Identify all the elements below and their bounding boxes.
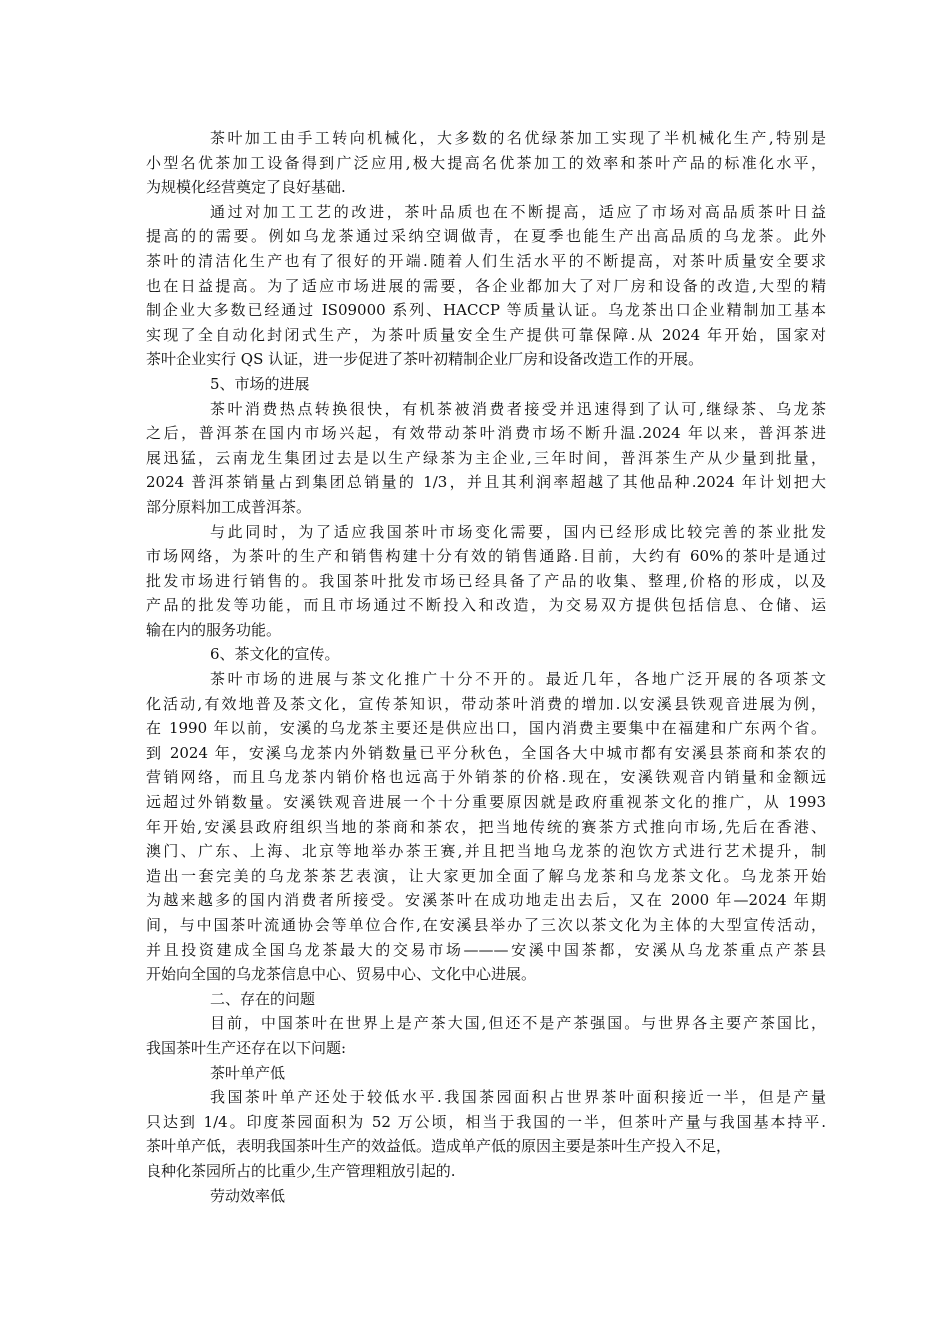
text-line: 产品的批发等功能，而且市场通过不断投入和改造，为交易双方提供包括信息、仓储、运 (146, 596, 826, 615)
text-line: 为规模化经营奠定了良好基础. (146, 178, 346, 197)
text-line: 茶叶消费热点转换很快，有机茶被消费者接受并迅速得到了认可,继绿茶、乌龙茶 (210, 399, 826, 418)
text-line: 目前，中国茶叶在世界上是产茶大国,但还不是产茶强国。与世界各主要产茶国比， (210, 1014, 826, 1033)
text-line: 输在内的服务功能。 (146, 620, 282, 639)
text-line: 批发市场进行销售的。我国茶叶批发市场已经具备了产品的收集、整理,价格的形成，以及 (146, 571, 826, 590)
text-line: 我国茶叶生产还存在以下问题: (146, 1038, 347, 1057)
text-line: 在 1990 年以前，安溪的乌龙茶主要还是供应出口，国内消费主要集中在福建和广东两个省。 (146, 719, 826, 738)
text-line: 远超过外销数量。安溪铁观音进展一个十分重要原因就是政府重视茶文化的推广，从 1993 (146, 793, 826, 812)
text-line: 也在日益提高。为了适应市场进展的需要，各企业都加大了对厂房和设备的改造,大型的精 (146, 276, 826, 295)
text-line: 展迅猛，云南龙生集团过去是以生产绿茶为主企业,三年时间，普洱茶生产从少量到批量， (146, 448, 826, 467)
text-line: 营销网络，而且乌龙茶内销价格也远高于外销茶的价格.现在，安溪铁观音内销量和金额远 (146, 768, 826, 787)
text-line: 茶叶的清洁化生产也有了很好的开端.随着人们生活水平的不断提高，对茶叶质量安全要求 (146, 251, 826, 270)
text-line: 实现了全自动化封闭式生产，为茶叶质量安全生产提供可靠保障.从 2024 年开始，国家对 (146, 325, 826, 344)
text-line: 2024 普洱茶销量占到集团总销量的 1/3，并且其利润率超越了其他品种.2024 年计划把大 (146, 473, 826, 492)
text-line: 市场网络，为茶叶的生产和销售构建十分有效的销售通路.目前，大约有 60%的茶叶是通过 (146, 547, 826, 566)
text-line: 茶叶加工由手工转向机械化，大多数的名优绿茶加工实现了半机械化生产,特别是 (210, 129, 826, 147)
text-line: 与此同时，为了适应我国茶叶市场变化需要，国内已经形成比较完善的茶业批发 (210, 522, 826, 541)
text-line: 澳门、广东、上海、北京等地举办茶王赛,并且把当地乌龙茶的泡饮方式进行艺术提升，制 (146, 842, 826, 861)
text-line: 良种化茶园所占的比重少,生产管理粗放引起的. (146, 1161, 456, 1180)
text-line: 并且投资建成全国乌龙茶最大的交易市场———安溪中国茶都，安溪从乌龙茶重点产茶县 (146, 940, 826, 959)
text-line: 之后，普洱茶在国内市场兴起，有效带动茶叶消费市场不断升温.2024 年以来，普洱茶进 (146, 424, 826, 443)
text-line: 劳动效率低 (210, 1186, 286, 1205)
text-line: 二、存在的问题 (210, 989, 316, 1008)
text-line: 6、茶文化的宣传。 (210, 645, 340, 664)
text-line: 茶叶市场的进展与茶文化推广十分不开的。最近几年，各地广泛开展的各项茶文 (210, 670, 826, 689)
text-line: 只达到 1/4。印度茶园面积为 52 万公顷，相当于我国的一半，但茶叶产量与我国基本持平. (146, 1112, 826, 1131)
text-line: 部分原料加工成普洱茶。 (146, 497, 312, 516)
document-page (146, 126, 826, 1208)
text-line: 提高的的需要。例如乌龙茶通过采纳空调做青，在夏季也能生产出高品质的乌龙茶。此外 (146, 227, 826, 246)
text-line: 造出一套完美的乌龙茶茶艺表演，让大家更加全面了解乌龙茶和乌龙茶文化。乌龙茶开始 (146, 866, 826, 885)
text-line: 为越来越多的国内消费者所接受。安溪茶叶在成功地走出去后，又在 2000 年—2024 年期 (146, 891, 826, 910)
text-line: 年开始,安溪县政府组织当地的茶商和茶农，把当地传统的赛茶方式推向市场,先后在香港、 (146, 817, 826, 836)
text-line: 到 2024 年，安溪乌龙茶内外销数量已平分秋色，全国各大中城市都有安溪县茶商和茶农的 (146, 743, 826, 762)
text-line: 我国茶叶单产还处于较低水平.我国茶园面积占世界茶叶面积接近一半，但是产量 (210, 1088, 826, 1107)
text-line: 化活动,有效地普及茶文化，宣传茶知识，带动茶叶消费的增加.以安溪县铁观音进展为例， (146, 694, 826, 713)
text-line: 茶叶企业实行 QS 认证，进一步促进了茶叶初精制企业厂房和设备改造工作的开展。 (146, 350, 704, 369)
text-line: 开始向全国的乌龙茶信息中心、贸易中心、文化中心进展。 (146, 965, 537, 984)
text-line: 5、市场的进展 (210, 374, 310, 393)
text-line: 小型名优茶加工设备得到广泛应用,极大提高名优茶加工的效率和茶叶产品的标准化水平， (146, 153, 826, 172)
text-line: 间，与中国茶叶流通协会等单位合作,在安溪县举办了三次以茶文化为主体的大型宣传活动， (146, 916, 826, 934)
text-line: 茶叶单产低 (210, 1063, 286, 1082)
text-line: 制企业大多数已经通过 IS09000 系列、HACCP 等质量认证。乌龙茶出口企业精制加工基本 (146, 301, 826, 320)
text-line: 茶叶单产低，表明我国茶叶生产的效益低。造成单产低的原因主要是茶叶生产投入不足， (146, 1137, 732, 1156)
text-line: 通过对加工工艺的改进，茶叶品质也在不断提高，适应了市场对高品质茶叶日益 (210, 202, 826, 221)
